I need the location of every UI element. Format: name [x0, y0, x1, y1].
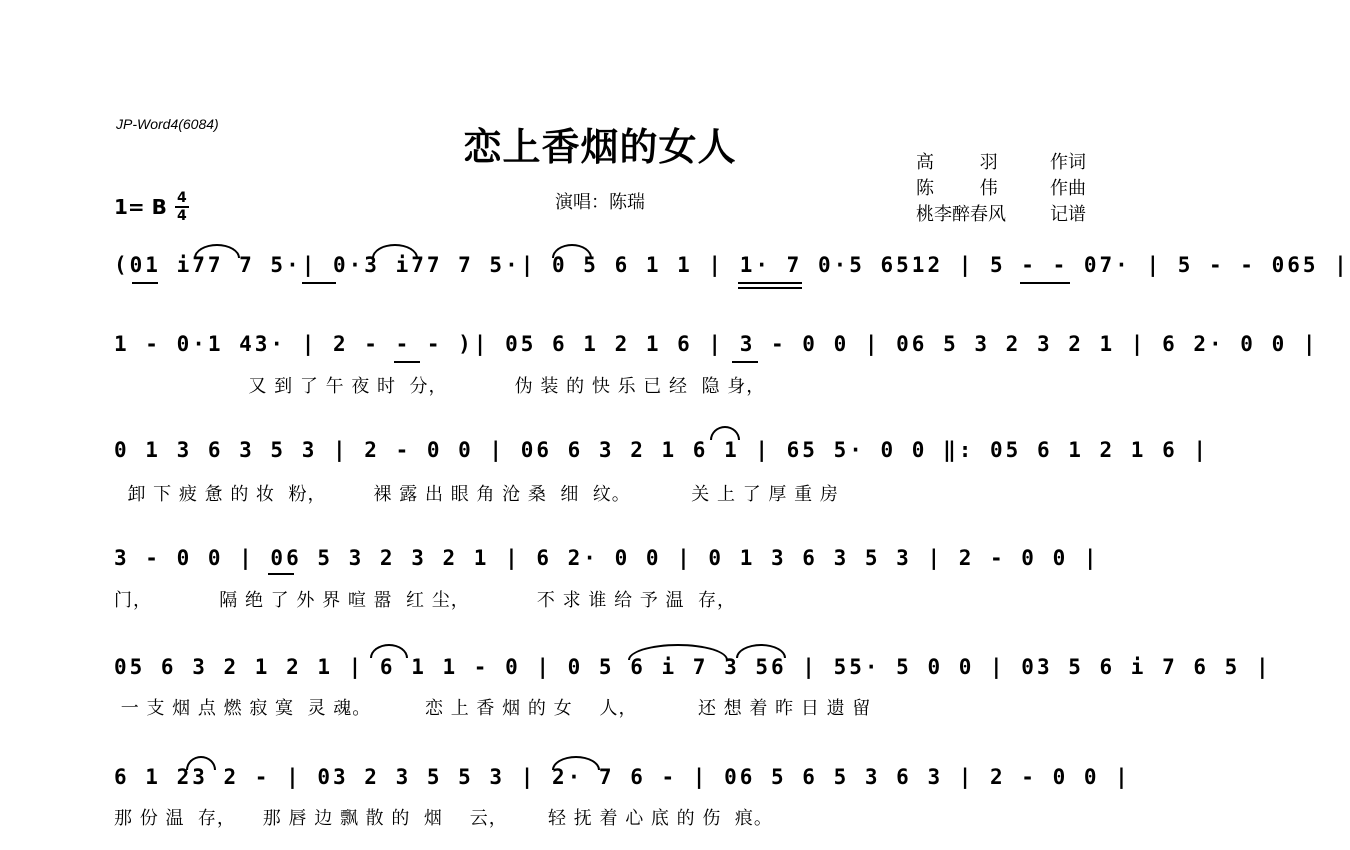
- tie-mark: [736, 644, 786, 658]
- credit-name: 桃李醉春风: [916, 204, 1006, 225]
- lyric-line-6: 那 份 温 存， 那 唇 边 飘 散 的 烟 云， 轻 抚 着 心 底 的 伤 痕。: [114, 808, 773, 829]
- credit-name: 陈 伟: [916, 178, 998, 199]
- beam-mark: [1020, 282, 1070, 284]
- time-bottom: 4: [177, 208, 187, 224]
- credits-block: [916, 150, 1086, 228]
- credit-transcriber: [916, 202, 1086, 228]
- lyric-line-2: 又 到 了 午 夜 时 分， 伪 装 的 快 乐 已 经 隐 身，: [114, 376, 766, 397]
- beam-mark: [394, 361, 420, 363]
- key-signature: [114, 190, 189, 224]
- credit-composer: [916, 176, 1086, 202]
- credit-name: 高 羽: [916, 152, 998, 173]
- lyric-line-3: 卸 下 疲 惫 的 妆 粉， 裸 露 出 眼 角 沧 桑 细 纹。 关 上 了 厚 重 房: [114, 484, 839, 505]
- beam-mark: [132, 282, 158, 284]
- notation-line-4: 3 - 0 0 | 06 5 3 2 3 2 1 | 6 2· 0 0 | 0 1 3 6 3 5 3 | 2 - 0 0 |: [114, 546, 1100, 570]
- credit-role: 记谱: [1050, 204, 1086, 225]
- beam-mark: [732, 361, 758, 363]
- time-signature: [175, 190, 189, 224]
- notation-line-5: 05 6 3 2 1 2 1 | 6 1 1 - 0 | 0 5 6 i 7 3 56 | 55· 5 0 0 | 03 5 6 i 7 6 5 |: [114, 655, 1272, 679]
- beam-mark: [738, 282, 802, 284]
- singer-label: 演唱：陈瑞: [555, 192, 645, 213]
- tie-mark: [186, 756, 216, 770]
- tie-mark: [194, 244, 240, 258]
- notation-line-1: (01 i77 7 5·| 0·3 i77 7 5·| 0 5 6 1 1 | 1· 7 0·5 6512 | 5 - - 07· | 5 - - 065 |: [114, 253, 1350, 277]
- lyric-line-5: 一 支 烟 点 燃 寂 寞 灵 魂。 恋 上 香 烟 的 女 人， 还 想 着 昨 日 遗 留: [114, 698, 872, 719]
- beam-mark: [738, 287, 802, 289]
- key-label: 1= B: [114, 195, 167, 219]
- notation-line-3: 0 1 3 6 3 5 3 | 2 - 0 0 | 06 6 3 2 1 6 1 | 65 5· 0 0 ‖: 05 6 1 2 1 6 |: [114, 438, 1210, 462]
- tie-mark: [372, 244, 418, 258]
- tie-mark: [552, 756, 600, 770]
- tie-mark: [710, 426, 740, 440]
- credit-role: 作曲: [1050, 178, 1086, 199]
- tie-mark: [628, 644, 728, 660]
- tie-mark: [370, 644, 408, 658]
- song-title: 恋上香烟的女人: [463, 124, 737, 169]
- credit-lyricist: [916, 150, 1086, 176]
- tie-mark: [552, 244, 592, 258]
- time-top: 4: [177, 190, 187, 206]
- software-label: JP-Word4(6084): [116, 116, 219, 132]
- notation-line-6: 6 1 23 2 - | 03 2 3 5 5 3 | 2· 7 6 - | 06 5 6 5 3 6 3 | 2 - 0 0 |: [114, 765, 1131, 789]
- beam-mark: [302, 282, 336, 284]
- notation-line-2: 1 - 0·1 43· | 2 - - - )| 05 6 1 2 1 6 | 3 - 0 0 | 06 5 3 2 3 2 1 | 6 2· 0 0 |: [114, 332, 1319, 356]
- credit-role: 作词: [1050, 152, 1086, 173]
- beam-mark: [268, 573, 294, 575]
- lyric-line-4: 门， 隔 绝 了 外 界 喧 嚣 红 尘， 不 求 谁 给 予 温 存，: [114, 590, 736, 611]
